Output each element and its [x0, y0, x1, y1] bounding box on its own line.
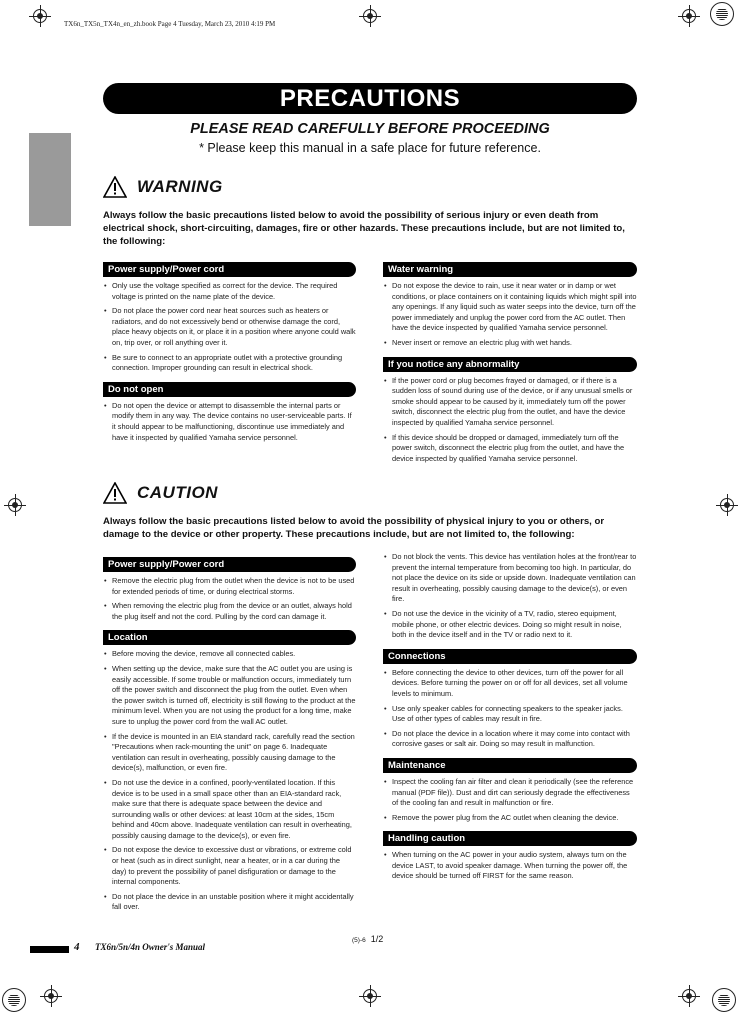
list-item: • Remove the electric plug from the outlet when the device is not to be used for extended periods of time, or during electrical storms.	[103, 576, 356, 597]
list-item: • Be sure to connect to an appropriate outlet with a protective grounding connection. Improper grounding can result in electrical shock.	[103, 353, 356, 374]
registration-mark-top-left	[33, 9, 47, 23]
page-number: 4	[74, 941, 80, 953]
warning-label: WARNING	[137, 177, 223, 196]
warning-triangle-icon	[103, 176, 127, 198]
registration-mark-top-right	[682, 9, 696, 23]
list-item: • Before moving the device, remove all connected cables.	[103, 649, 356, 660]
list-item: • When turning on the AC power in your audio system, always turn on the device LAST, to avoid speaker damage. When turning the power off, the device should be turned off FIRST for the same reason.	[383, 850, 637, 882]
caution-intro: Always follow the basic precautions listed below to avoid the possibility of physical injury to you or others, or damage to the device or other property. These precautions include, but are not limited to, the following:	[103, 516, 605, 540]
list-item: • When removing the electric plug from the device or an outlet, always hold the plug itself and not the cord. Pulling by the cord can damage it.	[103, 601, 356, 622]
warning-open-list	[103, 401, 356, 443]
list-item: • Before connecting the device to other devices, turn off the power for all devices. Before turning the power on or off for all devices, set all volume levels to minimum.	[383, 668, 637, 700]
warning-right-column	[383, 262, 637, 472]
handling-caution-list	[383, 850, 637, 882]
list-item: • When setting up the device, make sure that the AC outlet you are using is easily accessible. If some trouble or malfunction occurs, immediately turn off the power switch and disconnect the plug from the outlet. Even when the power switch is turned off, electricity is still flowing to the product at the minimum level. When you are not using the product for a long time, make sure to unplug the power cord from the wall AC outlet.	[103, 664, 356, 728]
caution-label: CAUTION	[137, 483, 218, 502]
registration-mark-bottom-center	[363, 989, 377, 1003]
list-item: • Use only speaker cables for connecting speakers to the speaker jacks. Use of other types of cables may result in fire.	[383, 704, 637, 725]
list-item: • Do not place the power cord near heat sources such as heaters or radiators, and do not excessively bend or otherwise damage the cord, place heavy objects on it, or place it in a position where anyone could walk on, trip over, or roll anything over it.	[103, 306, 356, 348]
list-item: • Do not open the device or attempt to disassemble the internal parts or modify them in any way. The device contains no user-serviceable parts. If it should appear to be malfunctioning, discontinue use immediately and have it inspected by qualified Yamaha service personnel.	[103, 401, 356, 443]
footer-bar	[30, 946, 69, 953]
warning-power-list	[103, 281, 356, 374]
print-code-number: (5)-6	[352, 937, 366, 944]
keep-note: * Please keep this manual in a safe place for future reference.	[199, 141, 541, 155]
list-item: • Never insert or remove an electric plug with wet hands.	[383, 338, 637, 349]
side-language-tab	[29, 133, 71, 226]
caution-power-list	[103, 576, 356, 622]
page-title: PRECAUTIONS	[103, 83, 637, 114]
warning-open-heading: Do not open	[103, 382, 356, 397]
list-item: • Inspect the cooling fan air filter and clean it periodically (see the reference manual (PDF file)). Dust and dirt can seriously degrade the effectiveness of the cooling fan and result in malfunction or fire.	[383, 777, 637, 809]
abnormality-list	[383, 376, 637, 465]
location-heading: Location	[103, 630, 356, 645]
connections-list	[383, 668, 637, 750]
registration-mark-top-center	[363, 9, 377, 23]
caution-power-heading: Power supply/Power cord	[103, 557, 356, 572]
caution-right-column	[383, 552, 637, 890]
print-code	[352, 934, 383, 944]
maintenance-list	[383, 777, 637, 823]
warning-left-column	[103, 262, 356, 451]
list-item: • If the power cord or plug becomes frayed or damaged, or if there is a sudden loss of sound during use of the device, or if any unusual smells or smoke should appear to be caused by it, immediately turn off the power switch, disconnect the electric plug from the outlet, and have the device inspected by qualified Yamaha service personnel.	[383, 376, 637, 429]
color-target-top-right	[710, 2, 734, 26]
list-item: • Do not block the vents. This device has ventilation holes at the front/rear to prevent the internal temperature from becoming too high. In particular, do not place the device on its side or upside down. Inadequate ventilation can result in overheating, possibly causing damage to the device(s), or even fire.	[383, 552, 637, 605]
warning-heading	[103, 176, 223, 198]
caution-triangle-icon	[103, 482, 127, 504]
caution-heading	[103, 482, 218, 504]
warning-power-heading: Power supply/Power cord	[103, 262, 356, 277]
list-item: • Do not expose the device to rain, use it near water or in damp or wet conditions, or place containers on it containing liquids which might spill into any openings. If any liquid such as water seeps into the device, turn off the power immediately and unplug the power cord from the AC outlet. Then have the device inspected by qualified Yamaha service personnel.	[383, 281, 637, 334]
list-item: • Do not place the device in a location where it may come into contact with corrosive gases or salt air. Doing so may result in malfunction.	[383, 729, 637, 750]
list-item: • Only use the voltage specified as correct for the device. The required voltage is printed on the name plate of the device.	[103, 281, 356, 302]
list-item: • Do not place the device in an unstable position where it might accidentally fall over.	[103, 892, 356, 913]
list-item: • If this device should be dropped or damaged, immediately turn off the power switch, disconnect the electric plug from the outlet, and have the device inspected by qualified Yamaha service personnel.	[383, 433, 637, 465]
connections-heading: Connections	[383, 649, 637, 664]
list-item: • Do not use the device in the vicinity of a TV, radio, stereo equipment, mobile phone, or other electric devices. Doing so might result in noise, both in the device itself and in the TV or radio next to it.	[383, 609, 637, 641]
ventilation-list	[383, 552, 637, 641]
registration-mark-right	[720, 498, 734, 512]
file-header-line: TX6n_TX5n_TX4n_en_zh.book Page 4 Tuesday, March 23, 2010 4:19 PM	[64, 20, 276, 28]
list-item: • Do not use the device in a confined, poorly-ventilated location. If this device is to be used in a small space other than an EIA-standard rack, make sure that there is adequate space between the device and surrounding walls or other devices: at least 10cm at the sides, 15cm behind and 40cm above. Inadequate ventilation can result in overheating, possibly causing damage to the device(s), or even fire.	[103, 778, 356, 842]
maintenance-heading: Maintenance	[383, 758, 637, 773]
water-warning-list	[383, 281, 637, 349]
list-item: • If the device is mounted in an EIA standard rack, carefully read the section "Precautions when rack-mounting the unit" on page 6. Inadequate ventilation can result in overheating, possibly causing damage to the device(s), malfunction, or even fire.	[103, 732, 356, 774]
color-target-bottom-right	[712, 988, 736, 1012]
color-target-bottom-left	[2, 988, 26, 1012]
manual-name: TX6n/5n/4n Owner's Manual	[95, 942, 206, 952]
caution-left-column	[103, 557, 356, 921]
print-fraction: 1/2	[370, 934, 384, 944]
warning-intro: Always follow the basic precautions listed below to avoid the possibility of serious injury or even death from electrical shock, short-circuiting, damages, fire or other hazards. These precautions include, but are not limited to, the following:	[103, 210, 625, 247]
registration-mark-left	[8, 498, 22, 512]
location-list	[103, 649, 356, 913]
handling-caution-heading: Handling caution	[383, 831, 637, 846]
list-item: • Remove the power plug from the AC outlet when cleaning the device.	[383, 813, 637, 824]
water-warning-heading: Water warning	[383, 262, 637, 277]
abnormality-heading: If you notice any abnormality	[383, 357, 637, 372]
registration-mark-bottom-left	[44, 989, 58, 1003]
list-item: • Do not expose the device to excessive dust or vibrations, or extreme cold or heat (such as in direct sunlight, near a heater, or in a car during the day) to prevent the possibility of panel disfiguration or damage to the internal components.	[103, 845, 356, 887]
registration-mark-bottom-right	[682, 989, 696, 1003]
page-subtitle: PLEASE READ CAREFULLY BEFORE PROCEEDING	[190, 121, 550, 137]
